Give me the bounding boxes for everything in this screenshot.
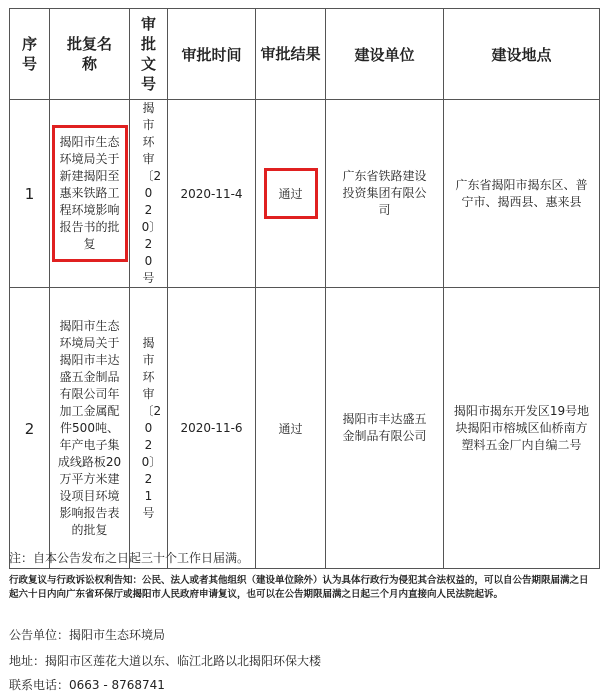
header-location-label: 建设地点 xyxy=(491,45,552,64)
row-location-cell xyxy=(444,288,600,569)
row-no: 1 xyxy=(24,185,35,203)
header-date xyxy=(168,9,256,100)
row-date: 2020-11-6 xyxy=(180,421,243,435)
header-date-label: 审批时间 xyxy=(181,45,242,64)
header-unit-label: 建设单位 xyxy=(354,45,415,64)
header-location xyxy=(444,9,600,100)
header-doc-no xyxy=(130,9,168,100)
header-no xyxy=(10,9,50,100)
note-phone: 联系电话：0663 - 8768741 xyxy=(9,678,165,692)
note-publisher: 公告单位：揭阳市生态环境局 xyxy=(9,628,166,642)
table-header-row xyxy=(10,9,600,100)
approval-table xyxy=(9,8,600,569)
row-name-cell xyxy=(50,288,130,569)
table-row xyxy=(10,288,600,569)
row-no: 2 xyxy=(24,419,35,438)
header-result-label: 审批结果 xyxy=(260,45,321,63)
row-unit-cell xyxy=(326,288,444,569)
row-date-cell xyxy=(168,100,256,288)
row-doc-no: 揭市环审〔2020〕20号 xyxy=(141,101,162,285)
header-name xyxy=(50,9,130,100)
row-unit: 揭阳市丰达盛五金制品有限公司 xyxy=(342,412,427,443)
row-unit: 广东省铁路建设投资集团有限公司 xyxy=(342,169,427,217)
row-unit-cell xyxy=(326,100,444,288)
header-doc-no-label: 审批文号 xyxy=(140,15,156,93)
note-appeal-rights: 行政复议与行政诉讼权利告知：公民、法人或者其他组织（建设单位除外）认为具体行政行为侵犯其合法权益的，可以自公告期限届满之日起六十日内向广东省环保厅或揭阳市人民政府申请复议，也可以在公告期限届满之日起三个月内直接向人民法院起诉。 xyxy=(9,575,589,600)
note-period: 注：自本公告发布之日起三十个工作日届满。 xyxy=(9,551,250,565)
row-date-cell xyxy=(168,288,256,569)
row-result-cell xyxy=(256,100,326,288)
row-name: 揭阳市生态环境局关于揭阳市丰达盛五金制品有限公司年加工金属配件500吨、年产电子集成线路板20万平方米建设项目环境影响报告表的批复 xyxy=(57,318,122,537)
row-result-highlighted: 通过 xyxy=(264,168,318,219)
table-row xyxy=(10,100,600,288)
header-no-label: 序号 xyxy=(21,35,37,73)
row-result: 通过 xyxy=(278,422,303,436)
row-no-cell xyxy=(10,100,50,288)
row-doc-no: 揭市环审〔2020〕21号 xyxy=(141,335,162,520)
row-result-cell xyxy=(256,288,326,569)
row-location: 揭阳市揭东开发区19号地块揭阳市榕城区仙桥南方塑料五金厂内自编二号 xyxy=(453,403,590,452)
row-date: 2020-11-4 xyxy=(180,186,243,201)
row-no-cell xyxy=(10,288,50,569)
row-location-cell xyxy=(444,100,600,288)
header-result xyxy=(256,9,326,100)
row-location: 广东省揭阳市揭东区、普宁市、揭西县、惠来县 xyxy=(455,177,588,209)
header-unit xyxy=(326,9,444,100)
row-name-highlighted: 揭阳市生态环境局关于新建揭阳至惠来铁路工程环境影响报告书的批复 xyxy=(52,125,128,262)
row-doc-no-cell xyxy=(130,100,168,288)
row-doc-no-cell xyxy=(130,288,168,569)
note-address: 地址：揭阳市区莲花大道以东、临江北路以北揭阳环保大楼 xyxy=(9,654,322,668)
row-name-cell xyxy=(50,100,130,288)
header-name-label: 批复名称 xyxy=(66,35,112,73)
